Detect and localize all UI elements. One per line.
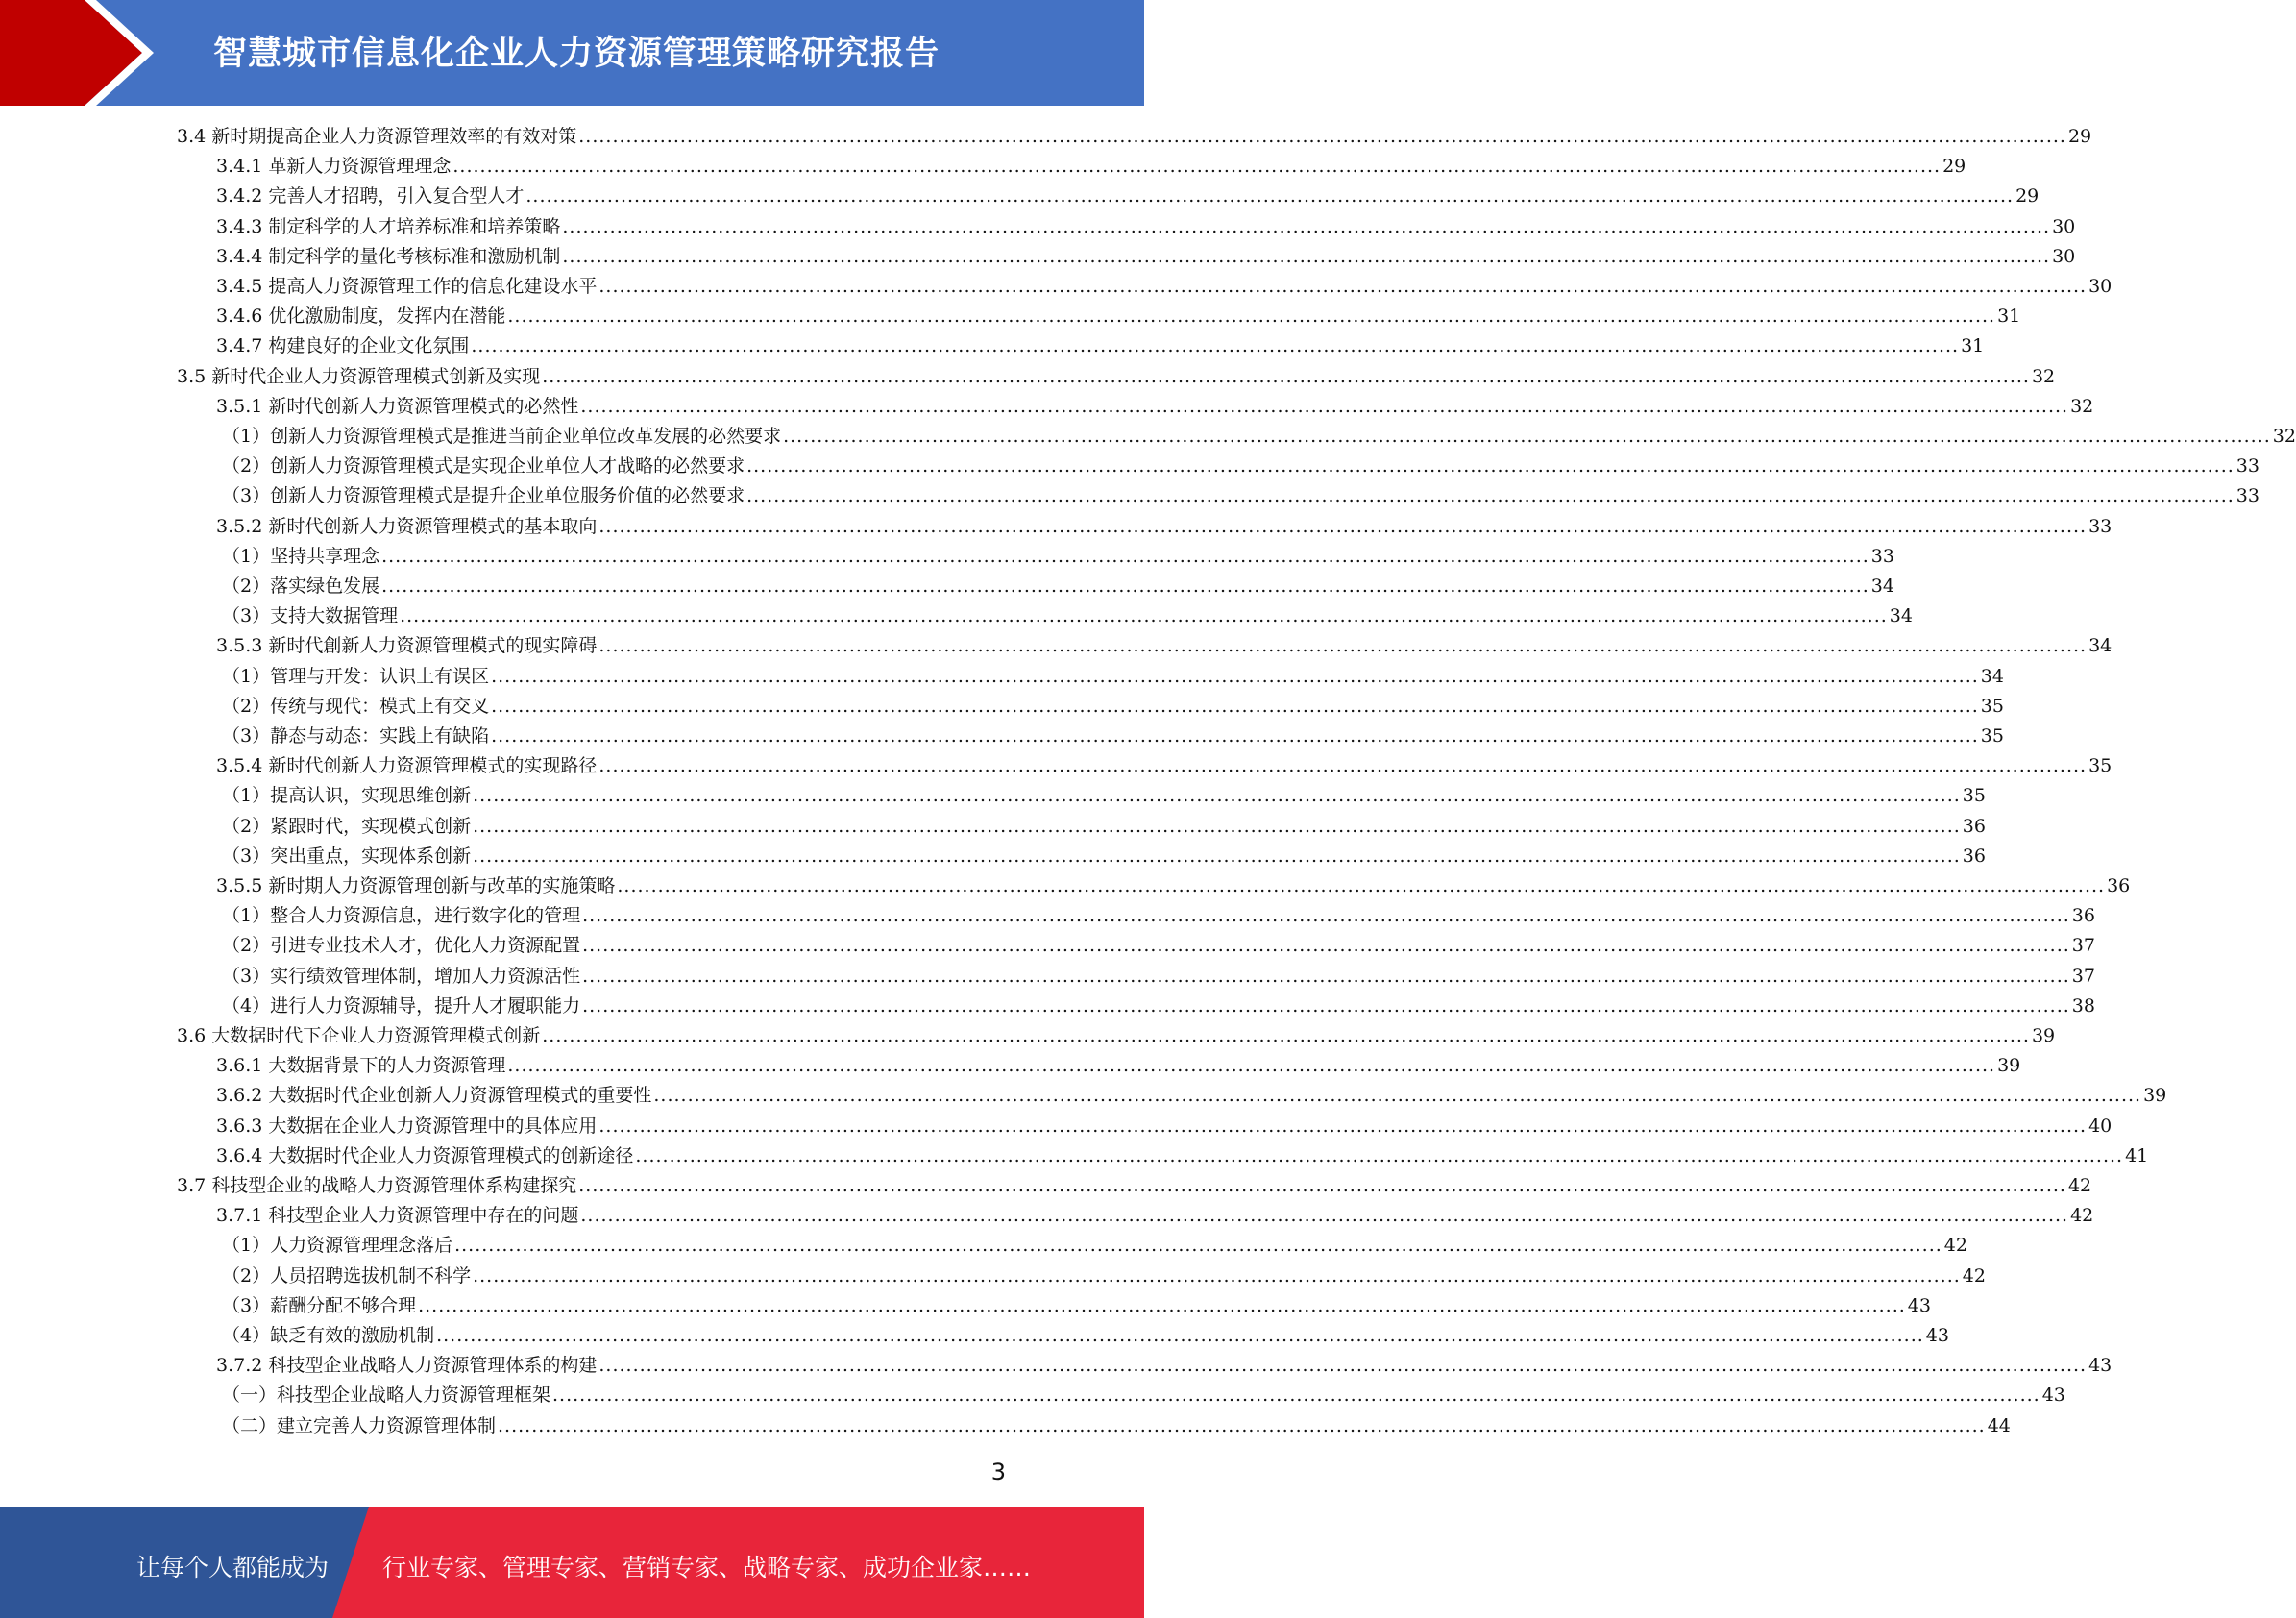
toc-entry-page: 32: [2031, 365, 2056, 387]
toc-entry-label: 3.6.1 大数据背景下的人力资源管理: [216, 1055, 506, 1077]
toc-entry[interactable]: [216, 751, 2113, 781]
toc-dot-leader: ............................................................................................................................................................................................................................: [491, 665, 1979, 687]
toc-entry[interactable]: [222, 1321, 1949, 1351]
toc-entry[interactable]: [222, 1381, 2065, 1410]
toc-entry-label: 3.6.4 大数据时代企业人力资源管理模式的创新途径: [216, 1144, 634, 1166]
toc-entry-label: 3.6 大数据时代下企业人力资源管理模式创新: [177, 1025, 541, 1046]
toc-dot-leader: ............................................................................................................................................................................................................................: [582, 965, 2070, 987]
toc-dot-leader: ............................................................................................................................................................................................................................: [498, 1414, 1986, 1436]
toc-entry[interactable]: [222, 601, 1913, 631]
toc-entry-page: 40: [2088, 1115, 2113, 1137]
toc-entry-label: 3.4.1 革新人力资源管理理念: [216, 156, 452, 178]
toc-dot-leader: ............................................................................................................................................................................................................................: [580, 395, 2069, 417]
toc-entry-label: 3.4.7 构建良好的企业文化氛围: [216, 335, 470, 357]
toc-entry-label: （4）进行人力资源辅导，提升人才履职能力: [222, 994, 581, 1017]
toc-dot-leader: ............................................................................................................................................................................................................................: [653, 1085, 2142, 1107]
toc-entry[interactable]: [222, 692, 2004, 722]
toc-entry-label: 3.7.2 科技型企业战略人力资源管理体系的构建: [216, 1355, 598, 1377]
toc-dot-leader: ............................................................................................................................................................................................................................: [400, 605, 1888, 627]
toc-entry-page: 35: [1980, 695, 2004, 717]
toc-entry-page: 42: [1943, 1235, 1967, 1257]
toc-entry[interactable]: [216, 871, 2131, 901]
toc-entry-label: 3.6.3 大数据在企业人力资源管理中的具体应用: [216, 1115, 598, 1137]
toc-entry-label: （二）建立完善人力资源管理体制: [222, 1414, 497, 1436]
toc-dot-leader: ............................................................................................................................................................................................................................: [598, 1115, 2088, 1137]
toc-dot-leader: ............................................................................................................................................................................................................................: [542, 365, 2030, 387]
toc-entry[interactable]: [216, 1081, 2167, 1111]
toc-entry-page: 37: [2071, 965, 2095, 987]
toc-entry-label: 3.4 新时期提高企业人力资源管理效率的有效对策: [177, 126, 577, 147]
toc-entry-page: 30: [2088, 276, 2113, 297]
toc-dot-leader: ............................................................................................................................................................................................................................: [507, 306, 1996, 328]
toc-entry[interactable]: [222, 901, 2095, 931]
toc-entry[interactable]: [216, 1201, 2094, 1231]
toc-entry-label: 3.5.1 新时代创新人力资源管理模式的必然性: [216, 395, 579, 417]
toc-entry-page: 36: [2107, 875, 2131, 896]
toc-entry-label: 3.7 科技型企业的战略人力资源管理体系构建探究: [177, 1175, 577, 1196]
toc-dot-leader: ............................................................................................................................................................................................................................: [783, 426, 2271, 447]
toc-entry-page: 33: [1870, 545, 1894, 567]
toc-dot-leader: ............................................................................................................................................................................................................................: [436, 1325, 1924, 1346]
toc-entry[interactable]: [216, 1351, 2113, 1381]
toc-entry[interactable]: [222, 481, 2259, 511]
toc-entry-label: 3.5.3 新时代創新人力资源管理模式的现实障碍: [216, 635, 598, 657]
toc-entry-page: 43: [2041, 1385, 2065, 1407]
page-number: 3: [990, 1459, 1006, 1485]
toc-entry[interactable]: [222, 1411, 2011, 1441]
toc-entry[interactable]: [216, 512, 2113, 542]
toc-entry-label: 3.7.1 科技型企业人力资源管理中存在的问题: [216, 1205, 579, 1227]
toc-entry-label: 3.6.2 大数据时代企业创新人力资源管理模式的重要性: [216, 1085, 652, 1107]
toc-entry-label: 3.4.4 制定科学的量化考核标准和激励机制: [216, 245, 561, 267]
toc-entry-label: （3）支持大数据管理: [222, 605, 399, 627]
toc-entry[interactable]: [222, 422, 2296, 452]
toc-entry[interactable]: [216, 1051, 2021, 1081]
toc-entry-label: （1）管理与开发：认识上有误区: [222, 665, 490, 687]
toc-entry-page: 42: [2070, 1205, 2094, 1227]
toc-dot-leader: ............................................................................................................................................................................................................................: [582, 905, 2070, 927]
toc-entry[interactable]: [222, 722, 2004, 751]
toc-entry[interactable]: [222, 1262, 1986, 1291]
toc-entry[interactable]: [222, 992, 2095, 1021]
footer-slogan-right: 行业专家、管理专家、营销专家、战略专家、成功企业家……: [382, 1554, 1032, 1581]
toc-entry-label: （2）落实绿色发展: [222, 576, 380, 597]
toc-entry-page: 41: [2125, 1144, 2149, 1166]
toc-entry-page: 33: [2088, 515, 2113, 537]
toc-dot-leader: ............................................................................................................................................................................................................................: [473, 845, 1961, 867]
toc-entry-page: 37: [2071, 935, 2095, 957]
toc-entry[interactable]: [222, 842, 1986, 871]
toc-entry-label: 3.4.6 优化激励制度，发挥内在潜能: [216, 306, 506, 328]
toc-entry-page: 34: [1870, 576, 1894, 597]
toc-entry-label: （2）紧跟时代，实现模式创新: [222, 815, 472, 837]
toc-entry-page: 39: [2143, 1085, 2167, 1107]
toc-entry-page: 36: [1962, 845, 1986, 867]
toc-entry-page: 39: [2031, 1025, 2056, 1046]
toc-entry[interactable]: [222, 662, 2004, 692]
toc-entry-page: 32: [2272, 426, 2296, 447]
toc-dot-leader: ............................................................................................................................................................................................................................: [598, 1355, 2088, 1377]
toc-entry-page: 31: [1997, 306, 2021, 328]
toc-entry[interactable]: [177, 362, 2056, 392]
footer-slogan-left: 让每个人都能成为: [136, 1554, 330, 1581]
toc-dot-leader: ............................................................................................................................................................................................................................: [598, 635, 2088, 657]
toc-entry-page: 38: [2071, 994, 2095, 1017]
toc-dot-leader: ............................................................................................................................................................................................................................: [452, 156, 1942, 178]
toc-dot-leader: ............................................................................................................................................................................................................................: [381, 576, 1869, 597]
toc-dot-leader: ............................................................................................................................................................................................................................: [635, 1144, 2124, 1166]
toc-entry-label: （1）整合人力资源信息，进行数字化的管理: [222, 905, 581, 927]
toc-dot-leader: ............................................................................................................................................................................................................................: [598, 515, 2088, 537]
toc-entry-label: 3.5.4 新时代创新人力资源管理模式的实现路径: [216, 755, 598, 777]
toc-entry[interactable]: [216, 331, 1985, 361]
toc-dot-leader: ............................................................................................................................................................................................................................: [491, 695, 1979, 717]
toc-entry[interactable]: [177, 1021, 2056, 1051]
toc-entry-label: 3.4.2 完善人才招聘，引入复合型人才: [216, 185, 525, 208]
toc-entry[interactable]: [216, 242, 2076, 272]
toc-entry-page: 43: [1907, 1294, 1931, 1316]
toc-entry-label: （3）静态与动态：实践上有缺陷: [222, 725, 490, 747]
toc-entry-label: （1）坚持共享理念: [222, 545, 380, 567]
toc-entry[interactable]: [222, 812, 1986, 842]
toc-entry-page: 39: [1997, 1055, 2021, 1077]
toc-entry-page: 32: [2070, 395, 2094, 417]
toc-entry-page: 44: [1987, 1414, 2011, 1436]
toc-entry[interactable]: [216, 631, 2113, 661]
toc-entry-label: （3）突出重点，实现体系创新: [222, 845, 472, 867]
toc-entry-page: 29: [2067, 126, 2092, 147]
toc-entry-label: （2）传统与现代：模式上有交叉: [222, 695, 490, 717]
toc-entry-page: 29: [1942, 156, 1966, 178]
toc-entry-page: 43: [2088, 1355, 2113, 1377]
toc-dot-leader: ............................................................................................................................................................................................................................: [507, 1055, 1996, 1077]
toc-entry[interactable]: [216, 1141, 2149, 1171]
toc-dot-leader: ............................................................................................................................................................................................................................: [578, 126, 2066, 147]
toc-entry-page: 42: [1962, 1264, 1986, 1287]
toc-entry-label: （4）缺乏有效的激励机制: [222, 1325, 435, 1346]
toc-entry-label: 3.4.3 制定科学的人才培养标准和培养策略: [216, 215, 561, 237]
toc-entry[interactable]: [222, 1231, 1967, 1261]
toc-entry-label: （1）人力资源管理理念落后: [222, 1235, 453, 1257]
toc-entry[interactable]: [177, 122, 2092, 152]
toc-entry-page: 42: [2067, 1175, 2092, 1196]
toc-dot-leader: ............................................................................................................................................................................................................................: [582, 935, 2070, 957]
toc-entry[interactable]: [222, 452, 2259, 481]
toc-entry-label: （2）引进专业技术人才，优化人力资源配置: [222, 935, 581, 957]
toc-dot-leader: ............................................................................................................................................................................................................................: [473, 785, 1961, 807]
toc-entry[interactable]: [177, 1171, 2092, 1201]
toc-dot-leader: ............................................................................................................................................................................................................................: [746, 485, 2235, 507]
toc-dot-leader: ............................................................................................................................................................................................................................: [746, 455, 2235, 478]
toc-entry-page: 36: [2071, 905, 2095, 927]
toc-dot-leader: ............................................................................................................................................................................................................................: [598, 276, 2088, 297]
report-title: 智慧城市信息化企业人力资源管理策略研究报告: [213, 35, 940, 73]
toc-dot-leader: ............................................................................................................................................................................................................................: [525, 185, 2015, 208]
toc-entry-label: （一）科技型企业战略人力资源管理框架: [222, 1385, 551, 1407]
toc-entry[interactable]: [216, 152, 1966, 182]
toc-entry-page: 31: [1961, 335, 1985, 357]
toc-entry-page: 34: [2088, 635, 2113, 657]
toc-entry-label: （3）创新人力资源管理模式是提升企业单位服务价值的必然要求: [222, 485, 745, 507]
toc-entry-page: 35: [1980, 725, 2004, 747]
toc-entry[interactable]: [216, 392, 2094, 422]
toc-dot-leader: ............................................................................................................................................................................................................................: [418, 1294, 1906, 1316]
toc-entry[interactable]: [222, 781, 1986, 811]
toc-dot-leader: ............................................................................................................................................................................................................................: [381, 545, 1869, 567]
toc-entry-label: 3.4.5 提高人力资源管理工作的信息化建设水平: [216, 276, 598, 297]
toc-dot-leader: ............................................................................................................................................................................................................................: [471, 335, 1960, 357]
toc-entry-page: 34: [1980, 665, 2004, 687]
toc-dot-leader: ............................................................................................................................................................................................................................: [598, 755, 2088, 777]
header-banner: [0, 0, 1144, 106]
toc-entry-label: 3.5.2 新时代创新人力资源管理模式的基本取向: [216, 515, 598, 537]
toc-dot-leader: ............................................................................................................................................................................................................................: [552, 1385, 2040, 1407]
toc-entry-page: 36: [1962, 815, 1986, 837]
toc-entry[interactable]: [222, 542, 1894, 572]
toc-entry-page: 35: [1962, 785, 1986, 807]
toc-entry-label: 3.5 新时代企业人力资源管理模式创新及实现: [177, 365, 541, 387]
toc-entry-label: （1）提高认识，实现思维创新: [222, 785, 472, 807]
toc-dot-leader: ............................................................................................................................................................................................................................: [578, 1175, 2066, 1196]
toc-entry-page: 43: [1925, 1325, 1949, 1346]
toc-entry-page: 30: [2052, 215, 2076, 237]
toc-dot-leader: ............................................................................................................................................................................................................................: [473, 1264, 1961, 1287]
toc-entry[interactable]: [222, 931, 2095, 961]
toc-entry-page: 34: [1889, 605, 1913, 627]
toc-dot-leader: ............................................................................................................................................................................................................................: [580, 1205, 2069, 1227]
toc-entry-page: 30: [2052, 245, 2076, 267]
toc-dot-leader: ............................................................................................................................................................................................................................: [542, 1025, 2030, 1046]
footer-banner: [0, 1507, 1144, 1618]
toc-entry[interactable]: [216, 302, 2021, 331]
toc-dot-leader: ............................................................................................................................................................................................................................: [491, 725, 1979, 747]
toc-entry[interactable]: [222, 962, 2095, 992]
toc-entry-page: 35: [2088, 755, 2113, 777]
toc-entry[interactable]: [222, 1291, 1931, 1321]
toc-entry[interactable]: [216, 272, 2113, 302]
toc-entry-label: （2）创新人力资源管理模式是实现企业单位人才战略的必然要求: [222, 455, 745, 478]
toc-entry-label: （3）实行绩效管理体制，增加人力资源活性: [222, 965, 581, 987]
toc-entry-label: （1）创新人力资源管理模式是推进当前企业单位改革发展的必然要求: [222, 426, 782, 447]
toc-dot-leader: ............................................................................................................................................................................................................................: [562, 245, 2051, 267]
toc-entry-page: 29: [2015, 185, 2040, 208]
toc-entry-page: 33: [2235, 485, 2259, 507]
toc-entry-label: 3.5.5 新时期人力资源管理创新与改革的实施策略: [216, 875, 616, 896]
toc-entry[interactable]: [222, 572, 1894, 601]
toc-dot-leader: ............................................................................................................................................................................................................................: [454, 1235, 1942, 1257]
toc-entry-page: 33: [2235, 455, 2259, 478]
toc-dot-leader: ............................................................................................................................................................................................................................: [562, 215, 2051, 237]
toc-entry[interactable]: [216, 182, 2040, 211]
toc-entry-label: （3）薪酬分配不够合理: [222, 1294, 417, 1316]
toc-dot-leader: ............................................................................................................................................................................................................................: [617, 875, 2106, 896]
toc-entry-label: （2）人员招聘选拔机制不科学: [222, 1264, 472, 1287]
toc-dot-leader: ............................................................................................................................................................................................................................: [473, 815, 1961, 837]
toc-entry[interactable]: [216, 1112, 2113, 1141]
toc-entry[interactable]: [216, 212, 2076, 242]
toc-dot-leader: ............................................................................................................................................................................................................................: [582, 994, 2070, 1017]
